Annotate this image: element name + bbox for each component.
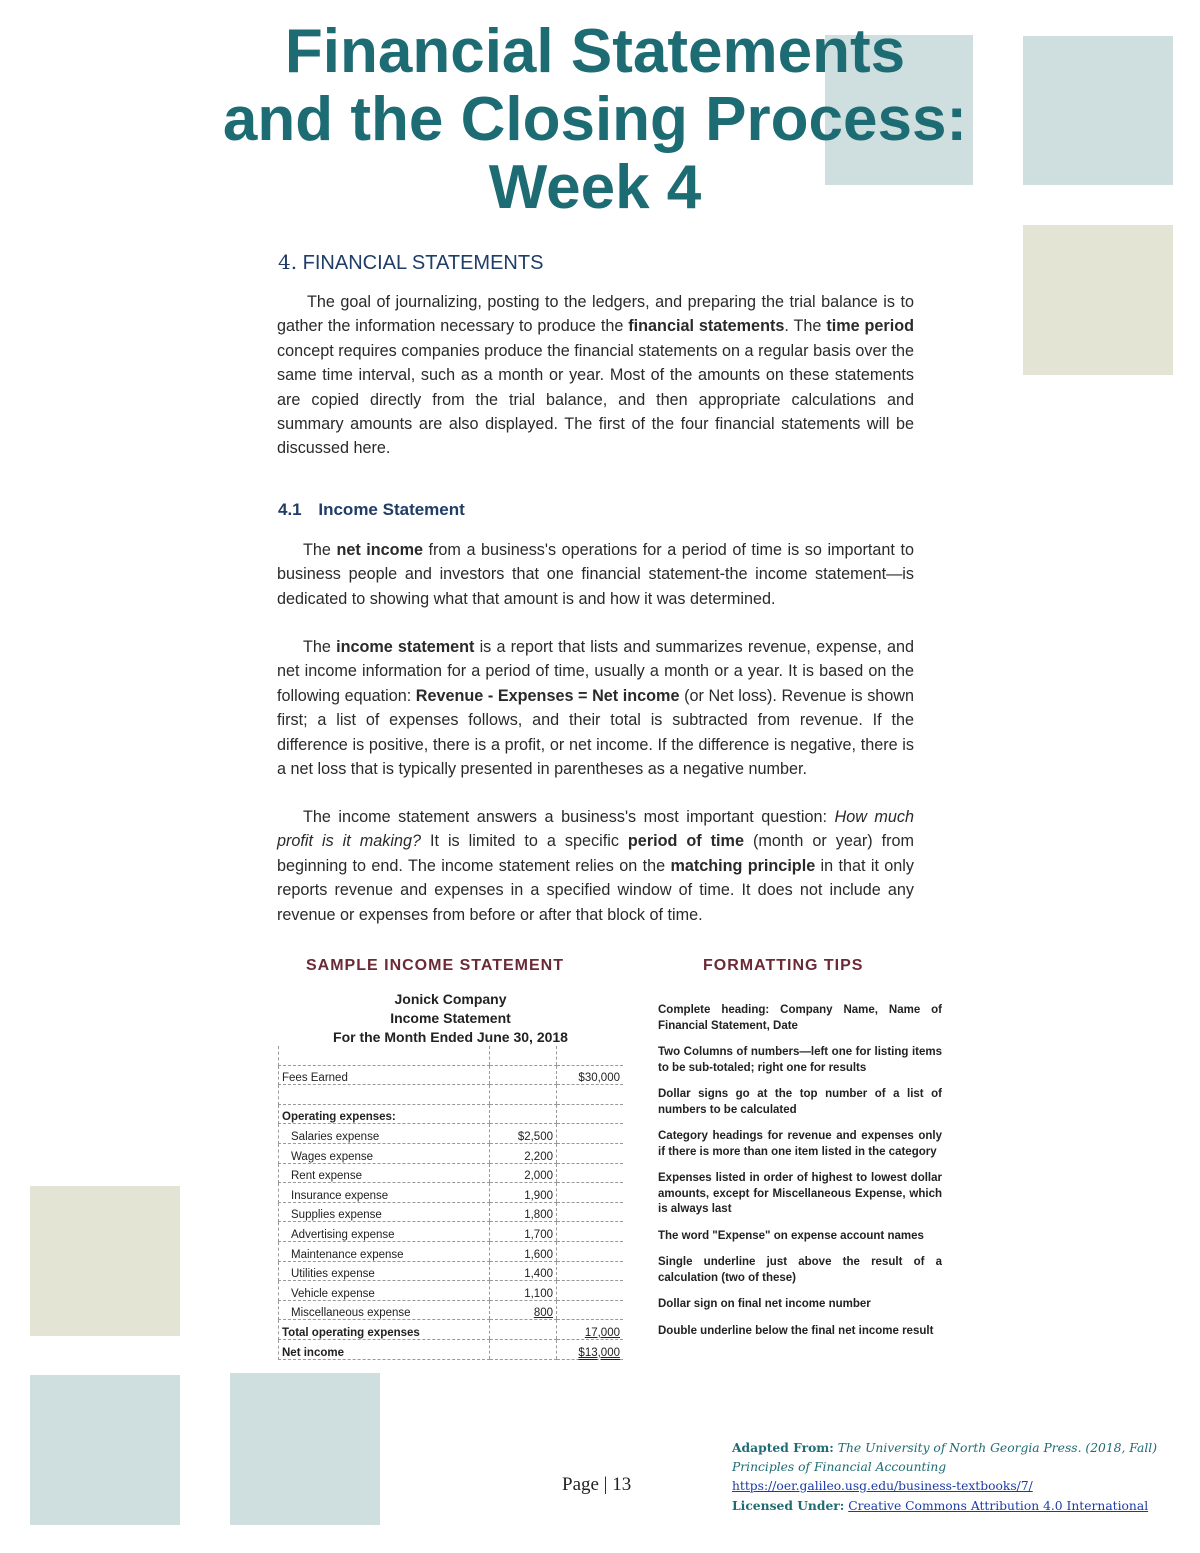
term-income-statement: income statement [336, 638, 475, 656]
text-run: The [303, 638, 337, 656]
section-4-paragraph [277, 290, 914, 461]
fees-label: Fees Earned [279, 1065, 490, 1085]
decor-square-beige-right [1023, 225, 1173, 375]
source-link[interactable]: https://oer.galileo.usg.edu/business-textbooks/7/ [732, 1479, 1033, 1493]
table-row-expense [279, 1300, 624, 1320]
expense-label: Salaries expense [279, 1124, 490, 1144]
section-4-1-heading [278, 500, 465, 520]
formatting-tip: Category headings for revenue and expenses only if there is more than one item listed in the category [658, 1130, 942, 1158]
title-line-2: and the Closing Process: [222, 85, 968, 154]
table-row-expense [279, 1202, 624, 1222]
formatting-tip: Two Columns of numbers—left one for listing items to be sub-totaled; right one for results [658, 1046, 942, 1074]
table-row-expense [279, 1163, 624, 1183]
attribution-line-1 [732, 1438, 1177, 1458]
expense-label: Supplies expense [279, 1202, 490, 1222]
expense-value: 2,000 [524, 1170, 553, 1183]
expense-value: $2,500 [517, 1130, 553, 1143]
total-expenses-value: 17,000 [584, 1326, 620, 1339]
table-row-fees [279, 1065, 624, 1085]
expense-value: 1,900 [524, 1189, 553, 1202]
table-row [279, 1085, 624, 1105]
decor-square-teal-bottom-left [30, 1375, 180, 1525]
table-row-total [279, 1320, 624, 1340]
license-label: Licensed Under: [732, 1498, 845, 1513]
text-run: It is limited to a specific [420, 832, 628, 851]
expense-label: Wages expense [279, 1143, 490, 1163]
expense-label: Rent expense [279, 1163, 490, 1183]
term-time-period: time period [826, 317, 915, 336]
equation: Revenue - Expenses = Net income [415, 686, 680, 705]
page-number: Page | 13 [562, 1474, 632, 1495]
net-income-label: Net income [279, 1339, 490, 1359]
statement-name: Income Statement [390, 1010, 511, 1026]
section-4-heading [278, 250, 543, 275]
text-run: is a report that lists and summarizes revenue, expense, and net income information for a period of time, usually a month or a year. It is based on the following equation: [277, 638, 914, 705]
text-run: The [303, 541, 337, 559]
section-4-number: 4. [278, 250, 298, 274]
attribution [732, 1438, 1177, 1516]
title-line-1: Financial Statements [284, 17, 906, 86]
table-row-net-income [279, 1339, 624, 1359]
operating-expenses-label: Operating expenses: [279, 1104, 490, 1124]
table-row-expense [279, 1143, 624, 1163]
expense-label: Maintenance expense [279, 1241, 490, 1261]
section-4-title: FINANCIAL STATEMENTS [302, 252, 544, 274]
formatting-tips-list [658, 1003, 942, 1350]
section-4-1-paragraph-1 [277, 538, 914, 611]
term-period-of-time: period of time [627, 832, 744, 851]
license-link[interactable]: Creative Commons Attribution 4.0 International [848, 1499, 1149, 1513]
text-run: . The [784, 317, 827, 336]
formatting-tip: Complete heading: Company Name, Name of Financial Statement, Date [658, 1004, 942, 1032]
attribution-line-4 [732, 1496, 1177, 1516]
total-expenses-label: Total operating expenses [279, 1320, 490, 1340]
section-4-1-paragraph-2 [277, 635, 914, 781]
expense-value: 1,700 [524, 1228, 553, 1241]
expense-value: 2,200 [524, 1150, 553, 1163]
formatting-tip: Expenses listed in order of highest to lowest dollar amounts, except for Miscellaneous Expense, which is always last [658, 1172, 942, 1215]
table-row [279, 1046, 624, 1065]
sample-income-statement-heading: SAMPLE INCOME STATEMENT [306, 957, 564, 974]
term-net-income: net income [336, 541, 423, 559]
expense-label: Advertising expense [279, 1222, 490, 1242]
expense-value: 1,800 [524, 1209, 553, 1222]
table-row-opex-heading [279, 1104, 624, 1124]
term-financial-statements: financial statements [628, 317, 785, 336]
table-row-expense [279, 1183, 624, 1203]
text-run: concept requires companies produce the financial statements on a regular basis over the same time interval, such as a month or year. Most of the amounts on these statements are copied directly from the trial balance, and then appropriate calculations and summary amounts are also displayed. The first of the four financial statements will be discussed here. [277, 341, 914, 458]
page-title [150, 18, 1040, 222]
text-run: The goal of journalizing, posting to the ledgers, and preparing the trial balance is to gather the information necessary to produce the [277, 293, 914, 336]
key-question: How much profit is it making? [277, 808, 914, 851]
net-income-value: $13,000 [578, 1346, 620, 1359]
text-run: (or Net loss). Revenue is shown first; a list of expenses follows, and their total is subtracted from revenue. If the difference is positive, there is a profit, or net income. If the difference is negative, there is a net loss that is typically presented in parentheses as a negative number. [277, 686, 914, 779]
text-run: (month or year) from beginning to end. The income statement relies on the [277, 832, 914, 875]
table-row-expense [279, 1222, 624, 1242]
expense-value: 1,600 [524, 1248, 553, 1261]
expense-label: Miscellaneous expense [279, 1300, 490, 1320]
expense-label: Vehicle expense [279, 1281, 490, 1301]
adapted-source: The University of North Georgia Press. (2018, Fall) [837, 1441, 1158, 1455]
decor-square-teal-top-right [1023, 36, 1173, 185]
expense-label: Insurance expense [279, 1183, 490, 1203]
adapted-label: Adapted From: [732, 1440, 834, 1455]
statement-period: For the Month Ended June 30, 2018 [333, 1029, 568, 1045]
fees-value: $30,000 [557, 1065, 624, 1085]
formatting-tip: The word "Expense" on expense account names [658, 1229, 924, 1242]
formatting-tip: Dollar sign on final net income number [658, 1298, 871, 1310]
formatting-tip: Dollar signs go at the top number of a list of numbers to be calculated [658, 1088, 942, 1116]
expense-value: 1,400 [524, 1268, 553, 1281]
title-line-3: Week 4 [488, 153, 702, 222]
table-row-expense [279, 1241, 624, 1261]
table-row-expense [279, 1124, 624, 1144]
text-run: in that it only reports revenue and expenses in a specified window of time. It does not include any revenue or expenses from before or after that block of time. [277, 856, 914, 924]
formatting-tip: Single underline just above the result of a calculation (two of these) [658, 1256, 942, 1284]
text-run: The income statement answers a business's most important question: [303, 808, 835, 826]
decor-square-beige-left [30, 1186, 180, 1336]
section-4-1-number: 4.1 [278, 500, 302, 519]
book-title: Principles of Financial Accounting [732, 1460, 947, 1474]
text-run: from a business's operations for a period of time is so important to business people and investors that one financial statement-the income statement—is dedicated to showing what that amount is and how it was determined. [277, 541, 914, 608]
term-matching-principle: matching principle [670, 856, 816, 875]
expense-label: Utilities expense [279, 1261, 490, 1281]
expense-value: 1,100 [524, 1287, 553, 1300]
table-row-expense [279, 1261, 624, 1281]
section-4-1-title: Income Statement [318, 500, 465, 519]
section-4-1-paragraph-3 [277, 805, 914, 927]
income-statement-table [278, 1046, 623, 1360]
decor-square-teal-bottom-mid [230, 1373, 380, 1525]
expense-value: 800 [533, 1307, 553, 1320]
income-statement-header [278, 990, 623, 1047]
company-name: Jonick Company [394, 991, 507, 1007]
table-row-expense [279, 1281, 624, 1301]
formatting-tips-heading: FORMATTING TIPS [703, 957, 864, 974]
formatting-tip: Double underline below the final net income result [658, 1324, 934, 1337]
